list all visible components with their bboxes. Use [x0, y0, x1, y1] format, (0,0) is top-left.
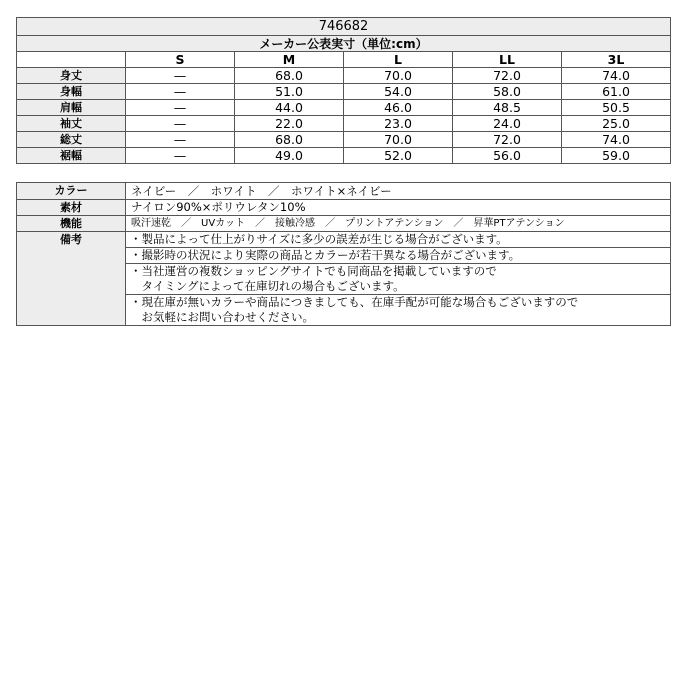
material-label: 素材: [17, 200, 126, 216]
notes-list: [126, 232, 671, 326]
row-label: 肩幅: [17, 100, 126, 116]
size-header-row: [17, 52, 671, 68]
size-row-shoulder-width: [17, 100, 671, 116]
color-label: カラー: [17, 183, 126, 200]
size-row-hem-width: [17, 148, 671, 164]
function-label: 機能: [17, 216, 126, 232]
info-row-color: [17, 183, 671, 200]
note-item: [126, 295, 670, 325]
size-value: —: [126, 116, 235, 132]
row-label: 身丈: [17, 68, 126, 84]
size-value: 51.0: [235, 84, 344, 100]
note-item: [126, 264, 670, 295]
row-label: 身幅: [17, 84, 126, 100]
size-row-body-width: [17, 84, 671, 100]
size-value: —: [126, 132, 235, 148]
size-value: 52.0: [344, 148, 453, 164]
size-value: 68.0: [235, 68, 344, 84]
size-value: 23.0: [344, 116, 453, 132]
note-item: [126, 232, 670, 248]
size-header-m: M: [235, 52, 344, 68]
size-value: 58.0: [453, 84, 562, 100]
size-row-total-length: [17, 132, 671, 148]
size-header-3l: 3L: [562, 52, 671, 68]
size-value: 74.0: [562, 68, 671, 84]
size-value: —: [126, 148, 235, 164]
function-value: 吸汗速乾 ／ UVカット ／ 接触冷感 ／ プリントアテンション ／ 昇華PTアテンション: [126, 216, 671, 232]
material-value: ナイロン90%×ポリウレタン10%: [126, 200, 671, 216]
size-value: 50.5: [562, 100, 671, 116]
size-value: 46.0: [344, 100, 453, 116]
size-value: 25.0: [562, 116, 671, 132]
size-value: 59.0: [562, 148, 671, 164]
size-value: —: [126, 100, 235, 116]
size-value: 48.5: [453, 100, 562, 116]
info-row-function: [17, 216, 671, 232]
note-line: ・当社運営の複数ショッピングサイトでも同商品を掲載していますので: [130, 264, 497, 278]
size-value: 54.0: [344, 84, 453, 100]
row-label: 総丈: [17, 132, 126, 148]
note-item: [126, 248, 670, 264]
size-value: —: [126, 84, 235, 100]
size-header-ll: LL: [453, 52, 562, 68]
row-label: 裾幅: [17, 148, 126, 164]
row-label: 袖丈: [17, 116, 126, 132]
notes-label: 備考: [17, 232, 126, 326]
note-line: タイミングによって在庫切れの場合もございます。: [130, 279, 405, 293]
size-header-s: S: [126, 52, 235, 68]
size-header-blank: [17, 52, 126, 68]
product-code: 746682: [17, 18, 671, 36]
size-value: 24.0: [453, 116, 562, 132]
size-value: 72.0: [453, 132, 562, 148]
product-info-table: [16, 182, 671, 326]
note-line: ・撮影時の状況により実際の商品とカラーが若干異なる場合がございます。: [130, 248, 521, 262]
info-row-notes: [17, 232, 671, 326]
size-value: 49.0: [235, 148, 344, 164]
size-value: 61.0: [562, 84, 671, 100]
size-table-subtitle: メーカー公表実寸（単位:cm）: [17, 36, 671, 52]
size-value: 74.0: [562, 132, 671, 148]
size-value: 70.0: [344, 68, 453, 84]
size-value: 44.0: [235, 100, 344, 116]
color-value: ネイビー ／ ホワイト ／ ホワイト×ネイビー: [126, 183, 671, 200]
size-table: [16, 17, 671, 164]
size-value: 72.0: [453, 68, 562, 84]
size-table-subtitle-row: [17, 36, 671, 52]
note-line: ・現在庫が無いカラーや商品につきましても、在庫手配が可能な場合もございますので: [130, 295, 579, 309]
size-value: 68.0: [235, 132, 344, 148]
size-row-body-length: [17, 68, 671, 84]
size-value: 56.0: [453, 148, 562, 164]
size-header-l: L: [344, 52, 453, 68]
size-value: —: [126, 68, 235, 84]
info-row-material: [17, 200, 671, 216]
note-line: ・製品によって仕上がりサイズに多少の誤差が生じる場合がございます。: [130, 232, 508, 246]
size-table-title-row: [17, 18, 671, 36]
note-line: お気軽にお問い合わせください。: [130, 310, 314, 324]
size-value: 70.0: [344, 132, 453, 148]
size-value: 22.0: [235, 116, 344, 132]
size-row-sleeve-length: [17, 116, 671, 132]
